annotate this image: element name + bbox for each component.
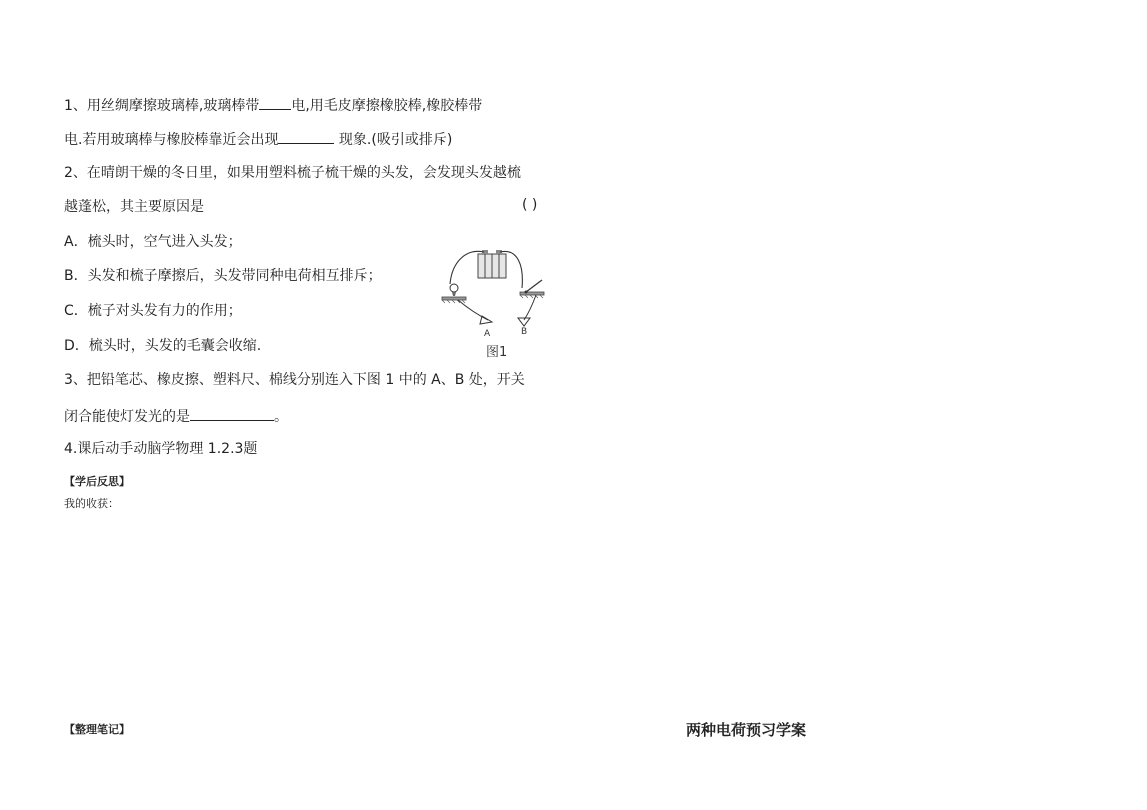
figure-caption: 图1	[486, 345, 508, 360]
q3-line2	[64, 405, 288, 427]
q2-option-d: D．梳头时，头发的毛囊会收缩.	[64, 338, 262, 354]
q3-text-b: 。	[274, 409, 288, 425]
q3-line1: 3、把铅笔芯、橡皮擦、塑料尺、棉线分别连入下图 1 中的 A、B 处，开关	[64, 372, 525, 388]
switch-icon	[520, 280, 544, 298]
q1-text-b: 电,用毛皮摩擦橡胶棒,橡胶棒带	[291, 98, 483, 114]
battery-icon	[478, 250, 506, 278]
q1-text-a: 1、用丝绸摩擦玻璃棒,玻璃棒带	[64, 98, 260, 114]
reflection-gain-label: 我的收获：	[64, 497, 119, 510]
circuit-figure	[436, 244, 556, 362]
terminal-a-label: A	[484, 329, 491, 339]
q2-option-a: A．梳头时，空气进入头发；	[64, 234, 242, 250]
notes-heading: 【整理笔记】	[64, 723, 130, 736]
q1-text-c: 电.若用玻璃棒与橡胶棒靠近会出现	[64, 132, 279, 148]
document-title: 两种电荷预习学案	[686, 721, 807, 739]
q2-line1: 2、在晴朗干燥的冬日里，如果用塑料梳子梳干燥的头发，会发现头发越梳	[64, 165, 521, 181]
q3-blank[interactable]	[190, 405, 274, 421]
q1-blank-1[interactable]	[259, 94, 291, 110]
bulb-icon	[442, 284, 466, 303]
terminal-b-label: B	[521, 327, 528, 337]
reflection-heading: 【学后反思】	[64, 475, 130, 488]
q2-option-b: B．头发和梳子摩擦后，头发带同种电荷相互排斥；	[64, 268, 382, 284]
q2-answer-paren[interactable]: ( )	[522, 197, 538, 213]
q1-blank-2[interactable]	[278, 128, 334, 144]
q1-line2	[64, 128, 452, 150]
q2-option-c: C．梳子对头发有力的作用；	[64, 303, 242, 319]
q1-text-d: 现象.(吸引或排斥)	[334, 132, 453, 148]
q4-line: 4.课后动手动脑学物理 1.2.3题	[64, 441, 258, 457]
q3-text-a: 闭合能使灯发光的是	[64, 409, 190, 425]
q2-line2: 越蓬松，其主要原因是	[64, 199, 204, 215]
q1-line1	[64, 94, 482, 116]
